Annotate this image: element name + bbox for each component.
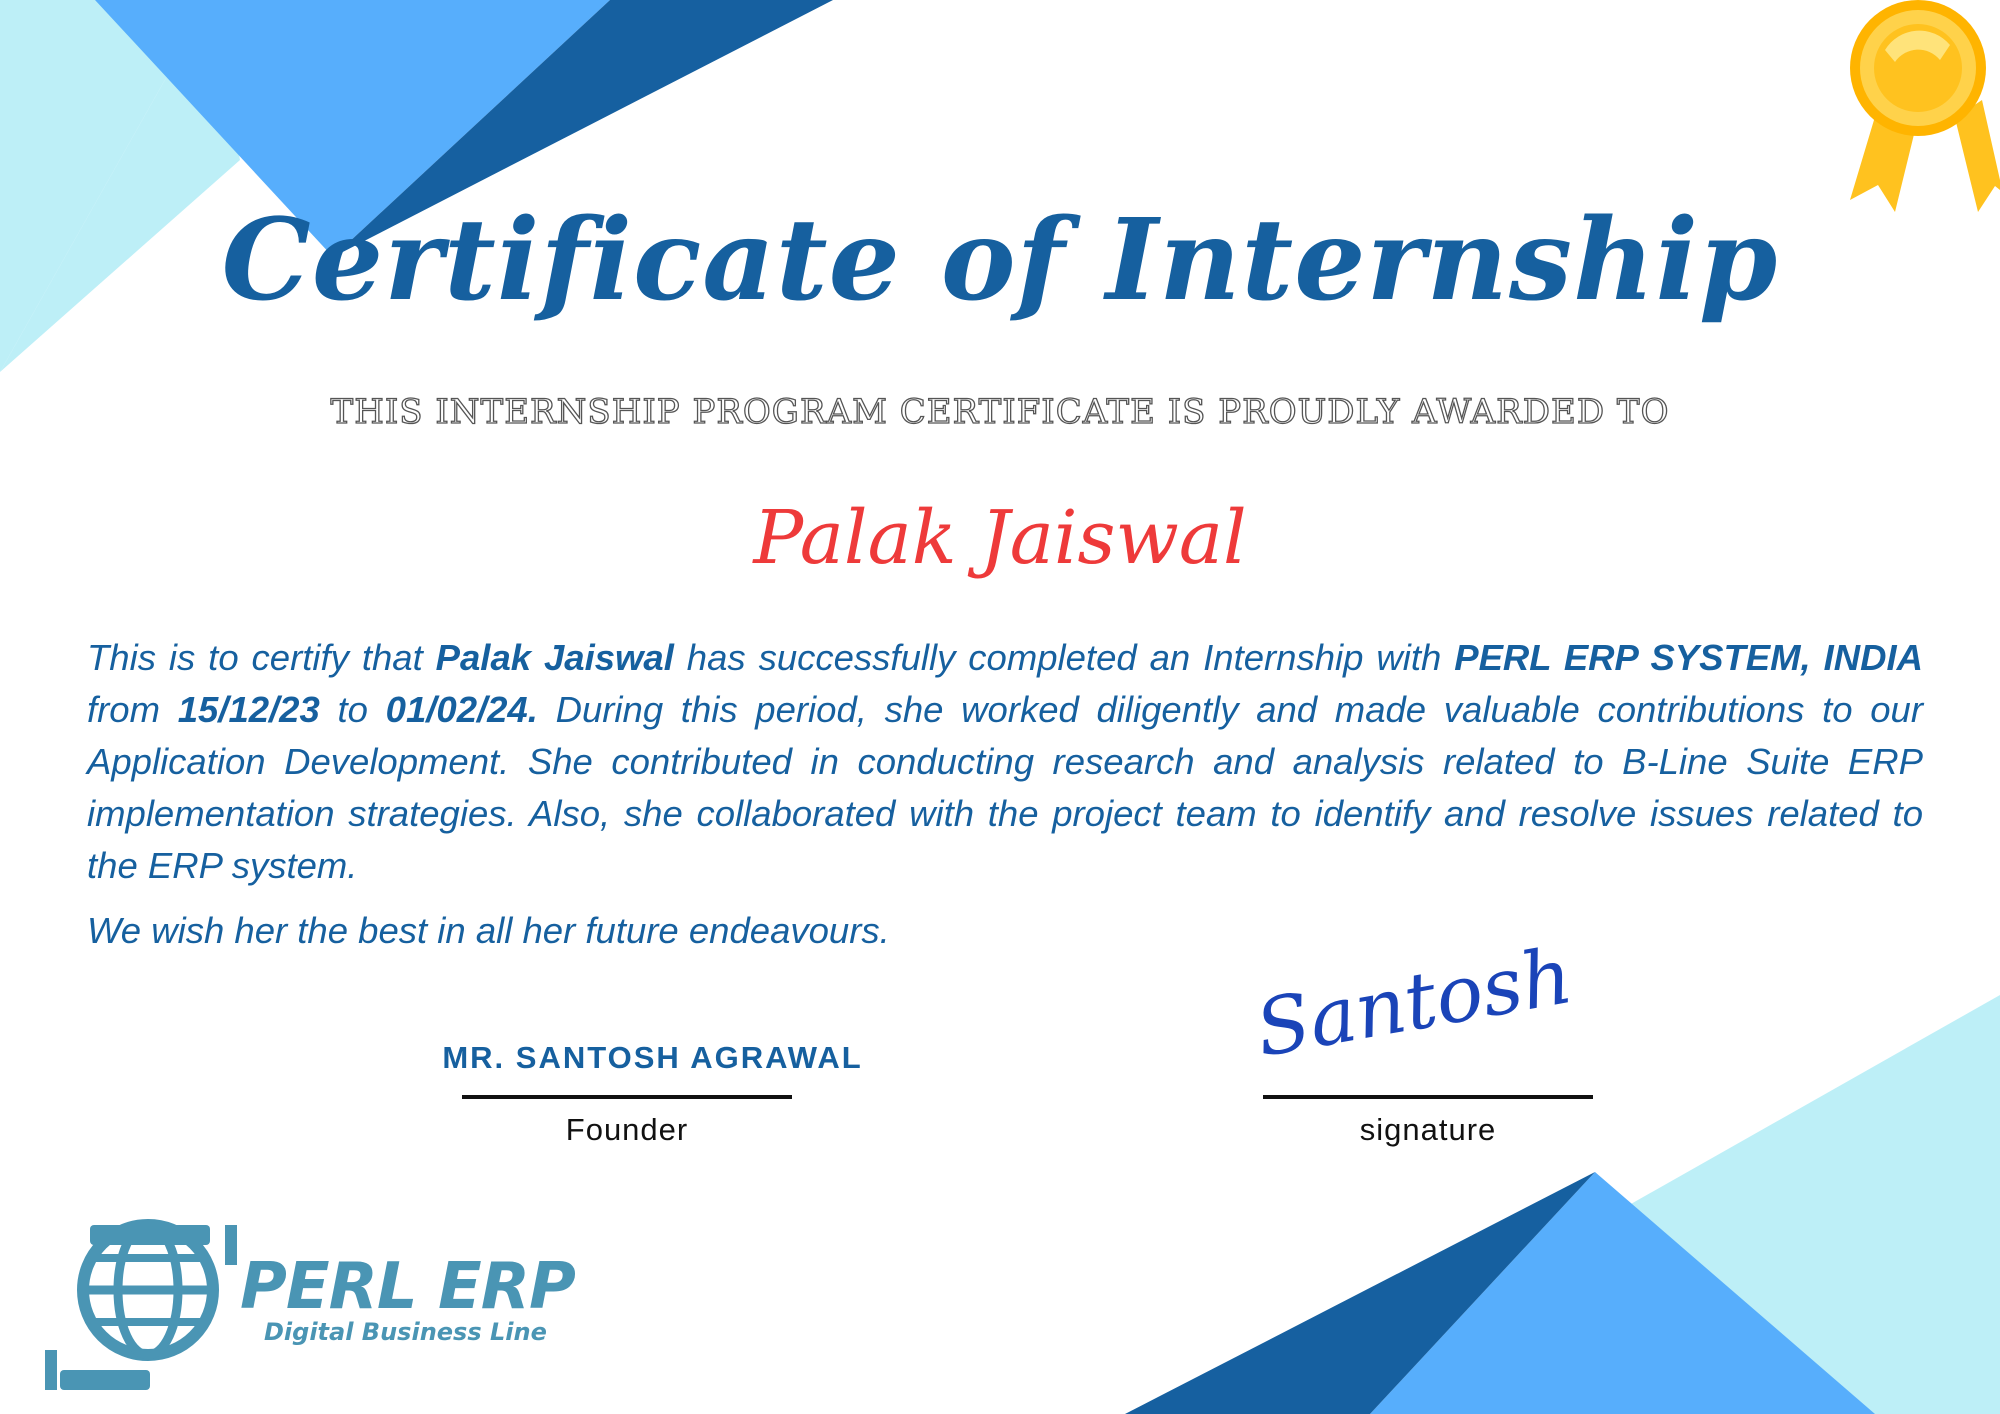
globe-logo-icon	[45, 1225, 237, 1390]
certificate-title: Certificate of Internship	[221, 195, 1779, 326]
body-end-date: 01/02/24.	[385, 689, 538, 730]
founder-role: Founder	[565, 1112, 689, 1147]
body-to: to	[337, 689, 368, 730]
logo-name: PERL ERP	[240, 1250, 575, 1324]
body-start-date: 15/12/23	[177, 689, 320, 730]
signature-label: signature	[1359, 1112, 1497, 1147]
body-name: Palak Jaiswal	[435, 637, 674, 678]
body-from: from	[87, 689, 160, 730]
closing-line: We wish her the best in all her future endeavours.	[87, 910, 890, 951]
signature-line	[1263, 1095, 1593, 1099]
certificate-body	[87, 632, 1923, 892]
body-rest: During this period, she worked diligently and made valuable contributions to our Application Development. She contributed in conducting research and analysis related to B-Line Suite ERP implementation strategies. Also, she collaborated with the project team to identify and resolve issues related to the ERP system.	[87, 689, 1923, 886]
handwritten-signature: Santosh	[1249, 931, 1579, 1075]
founder-line	[462, 1095, 792, 1099]
body-intro: This is to certify that	[87, 637, 423, 678]
founder-name: MR. SANTOSH AGRAWAL	[442, 1040, 863, 1075]
recipient-name: Palak Jaiswal	[753, 495, 1247, 581]
body-mid: has successfully completed an Internship with	[686, 637, 1442, 678]
certificate-subtitle: THIS INTERNSHIP PROGRAM CERTIFICATE IS PROUDLY AWARDED TO	[330, 392, 1670, 432]
body-company: PERL ERP SYSTEM, INDIA	[1454, 637, 1923, 678]
logo-tagline: Digital Business Line	[264, 1318, 547, 1346]
award-medal-icon	[1850, 0, 2000, 212]
